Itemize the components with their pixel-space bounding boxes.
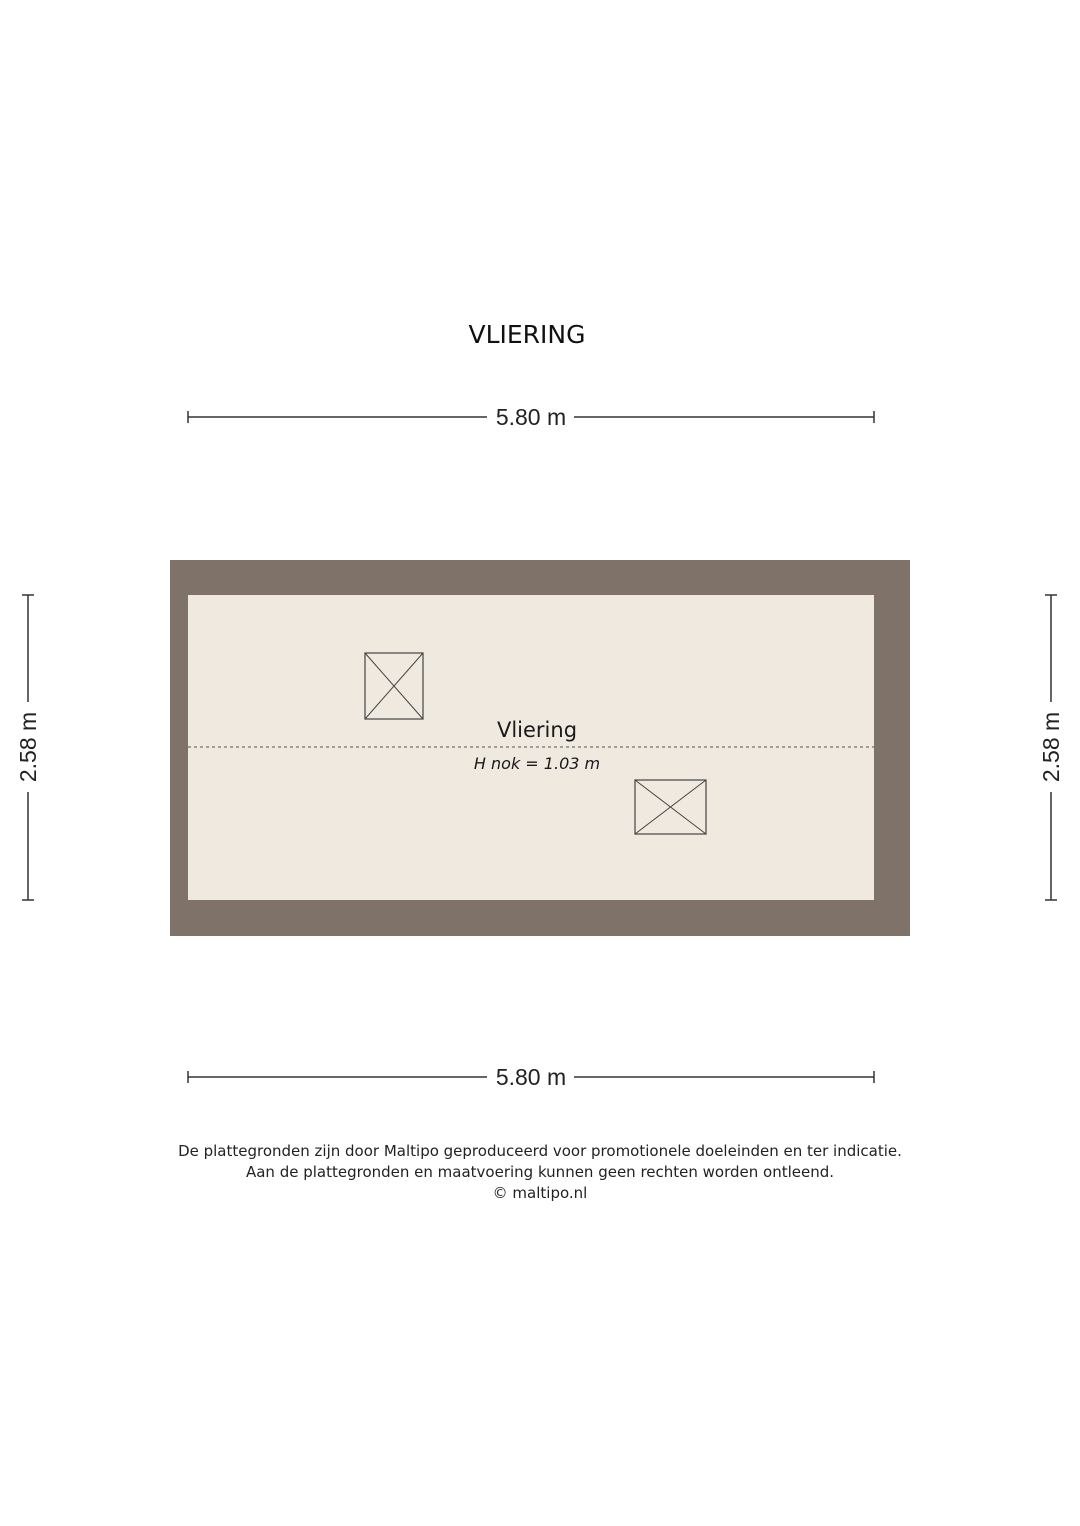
top-dimension-label: 5.80 m	[495, 404, 567, 430]
floor-title: VLIERING	[468, 320, 586, 349]
disclaimer	[0, 1141, 1080, 1204]
disclaimer-line-1: De plattegronden zijn door Maltipo geproduceerd voor promotionele doeleinden en ter indicatie.	[178, 1142, 902, 1160]
left-dimension-label: 2.58 m	[15, 711, 41, 783]
top-dimension	[188, 404, 874, 430]
bottom-dimension-label: 5.80 m	[495, 1064, 567, 1090]
right-dimension	[1038, 595, 1064, 900]
bottom-dimension	[188, 1064, 874, 1090]
copyright: © maltipo.nl	[492, 1184, 588, 1202]
left-dimension	[15, 595, 41, 900]
room-name: Vliering	[496, 718, 578, 742]
ridge-height-label: H nok = 1.03 m	[473, 754, 601, 773]
right-dimension-label: 2.58 m	[1038, 711, 1064, 783]
disclaimer-line-2: Aan de plattegronden en maatvoering kunnen geen rechten worden ontleend.	[245, 1163, 835, 1181]
